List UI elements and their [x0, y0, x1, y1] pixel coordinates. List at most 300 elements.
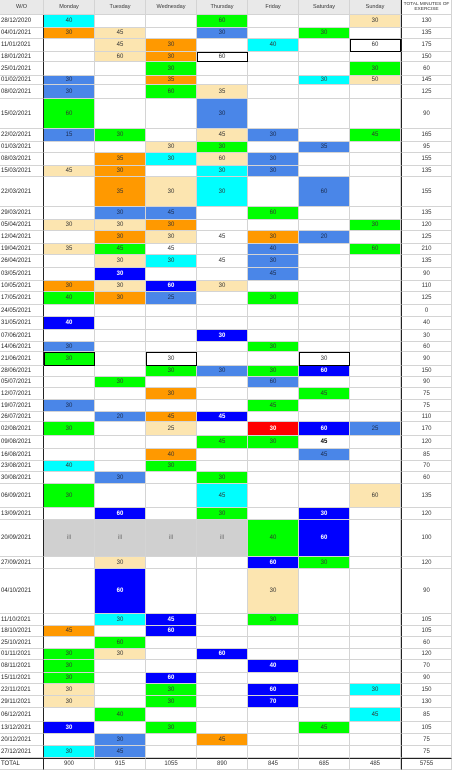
row-date[interactable]: 25/01/2021: [0, 62, 44, 76]
exercise-cell[interactable]: [95, 696, 146, 708]
exercise-cell[interactable]: [146, 508, 197, 520]
exercise-cell[interactable]: [197, 708, 248, 722]
row-date[interactable]: 06/09/2021: [0, 484, 44, 508]
exercise-cell[interactable]: [44, 39, 95, 52]
exercise-cell[interactable]: [95, 660, 146, 673]
exercise-cell[interactable]: 30: [248, 166, 299, 177]
exercise-cell[interactable]: 60: [44, 99, 95, 129]
row-date[interactable]: 09/08/2021: [0, 436, 44, 449]
exercise-cell[interactable]: [350, 366, 401, 377]
exercise-cell[interactable]: 30: [44, 28, 95, 39]
exercise-cell[interactable]: [299, 484, 350, 508]
exercise-cell[interactable]: [350, 461, 401, 472]
exercise-cell[interactable]: [44, 637, 95, 649]
exercise-cell[interactable]: [299, 472, 350, 484]
exercise-cell[interactable]: 60: [350, 39, 401, 52]
exercise-cell[interactable]: [197, 220, 248, 231]
exercise-cell[interactable]: 30: [146, 366, 197, 377]
exercise-cell[interactable]: [248, 305, 299, 317]
row-date[interactable]: 05/04/2021: [0, 220, 44, 231]
row-total[interactable]: 120: [401, 220, 452, 231]
exercise-cell[interactable]: 30: [350, 62, 401, 76]
exercise-cell[interactable]: 30: [248, 231, 299, 244]
row-total[interactable]: 90: [401, 377, 452, 388]
exercise-cell[interactable]: [350, 569, 401, 614]
exercise-cell[interactable]: 30: [146, 62, 197, 76]
row-total[interactable]: 30: [401, 330, 452, 342]
exercise-cell[interactable]: 30: [44, 342, 95, 352]
exercise-cell[interactable]: [197, 637, 248, 649]
exercise-cell[interactable]: [197, 614, 248, 626]
grand-total[interactable]: 5755: [401, 758, 452, 770]
exercise-cell[interactable]: [350, 99, 401, 129]
exercise-cell[interactable]: 30: [197, 28, 248, 39]
row-date[interactable]: 03/05/2021: [0, 268, 44, 281]
exercise-cell[interactable]: 30: [95, 472, 146, 484]
exercise-cell[interactable]: 30: [146, 142, 197, 153]
row-date[interactable]: 22/11/2021: [0, 684, 44, 696]
exercise-cell[interactable]: [197, 352, 248, 366]
exercise-cell[interactable]: 30: [299, 352, 350, 366]
row-total[interactable]: 40: [401, 317, 452, 330]
exercise-cell[interactable]: [146, 99, 197, 129]
row-date[interactable]: 04/01/2021: [0, 28, 44, 39]
exercise-cell[interactable]: 60: [146, 626, 197, 637]
exercise-cell[interactable]: [299, 626, 350, 637]
row-date[interactable]: 20/12/2021: [0, 734, 44, 746]
row-total[interactable]: 170: [401, 422, 452, 436]
exercise-cell[interactable]: [350, 388, 401, 400]
exercise-cell[interactable]: 30: [44, 660, 95, 673]
exercise-cell[interactable]: [350, 449, 401, 461]
exercise-cell[interactable]: 30: [95, 292, 146, 305]
exercise-cell[interactable]: 30: [248, 153, 299, 166]
exercise-cell[interactable]: 60: [197, 52, 248, 62]
row-date[interactable]: 11/10/2021: [0, 614, 44, 626]
exercise-cell[interactable]: 45: [299, 449, 350, 461]
exercise-cell[interactable]: [95, 317, 146, 330]
exercise-cell[interactable]: [299, 15, 350, 28]
exercise-cell[interactable]: [350, 342, 401, 352]
exercise-cell[interactable]: 50: [350, 76, 401, 85]
exercise-cell[interactable]: 45: [248, 400, 299, 412]
exercise-cell[interactable]: 30: [44, 281, 95, 292]
row-date[interactable]: 25/10/2021: [0, 637, 44, 649]
header-day-wednesday[interactable]: Wednesday: [146, 0, 197, 15]
row-total[interactable]: 70: [401, 660, 452, 673]
exercise-cell[interactable]: [299, 85, 350, 99]
exercise-cell[interactable]: [44, 207, 95, 220]
exercise-cell[interactable]: [95, 342, 146, 352]
exercise-cell[interactable]: [95, 15, 146, 28]
exercise-cell[interactable]: [248, 708, 299, 722]
exercise-cell[interactable]: [350, 153, 401, 166]
exercise-cell[interactable]: [95, 85, 146, 99]
row-date[interactable]: 08/11/2021: [0, 660, 44, 673]
row-total[interactable]: 105: [401, 626, 452, 637]
exercise-cell[interactable]: [299, 569, 350, 614]
exercise-cell[interactable]: 30: [197, 142, 248, 153]
exercise-cell[interactable]: [44, 255, 95, 268]
exercise-cell[interactable]: ill: [44, 520, 95, 557]
row-date[interactable]: 15/02/2021: [0, 99, 44, 129]
exercise-cell[interactable]: [248, 484, 299, 508]
row-total[interactable]: 70: [401, 461, 452, 472]
exercise-cell[interactable]: 35: [299, 142, 350, 153]
exercise-cell[interactable]: [95, 305, 146, 317]
row-date[interactable]: 12/04/2021: [0, 231, 44, 244]
exercise-cell[interactable]: [44, 231, 95, 244]
exercise-cell[interactable]: 60: [95, 52, 146, 62]
exercise-cell[interactable]: [95, 330, 146, 342]
exercise-cell[interactable]: [350, 696, 401, 708]
exercise-cell[interactable]: 60: [95, 569, 146, 614]
row-date[interactable]: 01/02/2021: [0, 76, 44, 85]
exercise-cell[interactable]: 30: [95, 255, 146, 268]
exercise-cell[interactable]: [299, 292, 350, 305]
total-friday[interactable]: 845: [248, 758, 299, 770]
exercise-cell[interactable]: [197, 696, 248, 708]
exercise-cell[interactable]: [44, 569, 95, 614]
exercise-cell[interactable]: 25: [146, 422, 197, 436]
row-total[interactable]: 95: [401, 142, 452, 153]
row-total[interactable]: 120: [401, 649, 452, 660]
row-total[interactable]: 0: [401, 305, 452, 317]
exercise-cell[interactable]: [197, 76, 248, 85]
exercise-cell[interactable]: [197, 557, 248, 569]
exercise-cell[interactable]: 30: [44, 484, 95, 508]
exercise-cell[interactable]: 30: [248, 569, 299, 614]
exercise-cell[interactable]: [248, 734, 299, 746]
exercise-cell[interactable]: 30: [299, 508, 350, 520]
exercise-cell[interactable]: 30: [197, 330, 248, 342]
exercise-cell[interactable]: [299, 305, 350, 317]
exercise-cell[interactable]: [197, 268, 248, 281]
exercise-cell[interactable]: 30: [95, 281, 146, 292]
exercise-cell[interactable]: [299, 696, 350, 708]
exercise-cell[interactable]: 40: [44, 317, 95, 330]
exercise-cell[interactable]: 30: [95, 557, 146, 569]
exercise-cell[interactable]: [299, 153, 350, 166]
total-wednesday[interactable]: 1055: [146, 758, 197, 770]
row-total[interactable]: 175: [401, 39, 452, 52]
exercise-cell[interactable]: 45: [95, 244, 146, 255]
exercise-cell[interactable]: 40: [248, 520, 299, 557]
exercise-cell[interactable]: [197, 422, 248, 436]
exercise-cell[interactable]: 40: [248, 244, 299, 255]
exercise-cell[interactable]: [197, 342, 248, 352]
exercise-cell[interactable]: [146, 15, 197, 28]
row-total[interactable]: 85: [401, 708, 452, 722]
row-total[interactable]: 75: [401, 400, 452, 412]
row-total[interactable]: 130: [401, 15, 452, 28]
exercise-cell[interactable]: [95, 62, 146, 76]
row-date[interactable]: 18/10/2021: [0, 626, 44, 637]
exercise-cell[interactable]: [95, 449, 146, 461]
row-date[interactable]: 15/03/2021: [0, 166, 44, 177]
row-total[interactable]: 110: [401, 281, 452, 292]
exercise-cell[interactable]: 30: [248, 292, 299, 305]
exercise-cell[interactable]: [146, 660, 197, 673]
exercise-cell[interactable]: [299, 330, 350, 342]
row-total[interactable]: 90: [401, 569, 452, 614]
exercise-cell[interactable]: [44, 268, 95, 281]
row-total[interactable]: 60: [401, 342, 452, 352]
row-total[interactable]: 90: [401, 352, 452, 366]
row-total[interactable]: 125: [401, 85, 452, 99]
row-date[interactable]: 13/09/2021: [0, 508, 44, 520]
exercise-cell[interactable]: 30: [146, 231, 197, 244]
exercise-cell[interactable]: [44, 153, 95, 166]
exercise-cell[interactable]: [197, 673, 248, 684]
exercise-cell[interactable]: [146, 734, 197, 746]
exercise-cell[interactable]: 45: [197, 231, 248, 244]
exercise-cell[interactable]: [44, 388, 95, 400]
exercise-cell[interactable]: [350, 722, 401, 734]
exercise-cell[interactable]: 30: [248, 436, 299, 449]
exercise-cell[interactable]: [146, 166, 197, 177]
exercise-cell[interactable]: [197, 377, 248, 388]
exercise-cell[interactable]: [146, 484, 197, 508]
row-date[interactable]: 11/01/2021: [0, 39, 44, 52]
exercise-cell[interactable]: [350, 177, 401, 207]
row-date[interactable]: 01/03/2021: [0, 142, 44, 153]
exercise-cell[interactable]: [350, 305, 401, 317]
exercise-cell[interactable]: 45: [95, 28, 146, 39]
row-date[interactable]: 12/07/2021: [0, 388, 44, 400]
exercise-cell[interactable]: [44, 330, 95, 342]
totals-label[interactable]: TOTAL: [0, 758, 44, 770]
exercise-cell[interactable]: [299, 281, 350, 292]
row-date[interactable]: 26/07/2021: [0, 412, 44, 422]
exercise-cell[interactable]: [197, 660, 248, 673]
exercise-cell[interactable]: [197, 207, 248, 220]
exercise-cell[interactable]: 60: [95, 637, 146, 649]
exercise-cell[interactable]: 60: [197, 15, 248, 28]
row-date[interactable]: 08/02/2021: [0, 85, 44, 99]
exercise-cell[interactable]: [44, 305, 95, 317]
exercise-cell[interactable]: [146, 317, 197, 330]
exercise-cell[interactable]: [248, 449, 299, 461]
exercise-cell[interactable]: [350, 352, 401, 366]
exercise-cell[interactable]: 60: [248, 377, 299, 388]
exercise-cell[interactable]: 60: [248, 207, 299, 220]
exercise-cell[interactable]: 30: [95, 268, 146, 281]
exercise-cell[interactable]: 25: [350, 422, 401, 436]
exercise-cell[interactable]: [350, 400, 401, 412]
exercise-cell[interactable]: [44, 734, 95, 746]
exercise-cell[interactable]: 30: [248, 255, 299, 268]
row-total[interactable]: 155: [401, 177, 452, 207]
exercise-cell[interactable]: [299, 99, 350, 129]
exercise-cell[interactable]: 35: [44, 244, 95, 255]
exercise-cell[interactable]: 35: [146, 76, 197, 85]
exercise-cell[interactable]: [197, 305, 248, 317]
row-date[interactable]: 24/05/2021: [0, 305, 44, 317]
row-date[interactable]: 08/03/2021: [0, 153, 44, 166]
exercise-cell[interactable]: 60: [248, 684, 299, 696]
exercise-cell[interactable]: [350, 292, 401, 305]
exercise-cell[interactable]: 30: [197, 99, 248, 129]
exercise-cell[interactable]: 20: [299, 231, 350, 244]
exercise-cell[interactable]: [248, 412, 299, 422]
exercise-cell[interactable]: [350, 436, 401, 449]
exercise-cell[interactable]: 30: [146, 39, 197, 52]
row-date[interactable]: 27/12/2021: [0, 746, 44, 758]
exercise-cell[interactable]: [248, 388, 299, 400]
row-total[interactable]: 90: [401, 268, 452, 281]
exercise-cell[interactable]: [146, 342, 197, 352]
exercise-cell[interactable]: [350, 52, 401, 62]
row-total[interactable]: 145: [401, 76, 452, 85]
exercise-cell[interactable]: [299, 129, 350, 142]
exercise-cell[interactable]: ill: [197, 520, 248, 557]
exercise-cell[interactable]: 30: [95, 649, 146, 660]
row-total[interactable]: 150: [401, 684, 452, 696]
exercise-cell[interactable]: 45: [299, 388, 350, 400]
exercise-cell[interactable]: [248, 746, 299, 758]
header-day-saturday[interactable]: Saturday: [299, 0, 350, 15]
exercise-cell[interactable]: [44, 177, 95, 207]
exercise-cell[interactable]: [248, 461, 299, 472]
exercise-cell[interactable]: 60: [350, 484, 401, 508]
exercise-cell[interactable]: 20: [95, 412, 146, 422]
exercise-cell[interactable]: 30: [146, 255, 197, 268]
exercise-cell[interactable]: 40: [44, 461, 95, 472]
exercise-cell[interactable]: 30: [146, 220, 197, 231]
exercise-cell[interactable]: [350, 412, 401, 422]
row-total[interactable]: 60: [401, 637, 452, 649]
exercise-cell[interactable]: [146, 746, 197, 758]
exercise-cell[interactable]: [95, 76, 146, 85]
exercise-cell[interactable]: 30: [44, 352, 95, 366]
exercise-cell[interactable]: [299, 39, 350, 52]
exercise-cell[interactable]: [95, 142, 146, 153]
exercise-cell[interactable]: 30: [146, 52, 197, 62]
row-total[interactable]: 105: [401, 722, 452, 734]
exercise-cell[interactable]: [44, 557, 95, 569]
row-date[interactable]: 19/04/2021: [0, 244, 44, 255]
exercise-cell[interactable]: [146, 637, 197, 649]
row-total[interactable]: 135: [401, 255, 452, 268]
exercise-cell[interactable]: [95, 352, 146, 366]
exercise-cell[interactable]: [299, 244, 350, 255]
row-date[interactable]: 19/07/2021: [0, 400, 44, 412]
exercise-cell[interactable]: [197, 400, 248, 412]
exercise-cell[interactable]: [299, 342, 350, 352]
exercise-cell[interactable]: [44, 472, 95, 484]
row-date[interactable]: 15/11/2021: [0, 673, 44, 684]
exercise-cell[interactable]: 30: [197, 281, 248, 292]
exercise-cell[interactable]: [146, 569, 197, 614]
exercise-cell[interactable]: [350, 281, 401, 292]
exercise-cell[interactable]: [350, 626, 401, 637]
exercise-cell[interactable]: 35: [95, 153, 146, 166]
exercise-cell[interactable]: 30: [248, 422, 299, 436]
row-date[interactable]: 13/12/2021: [0, 722, 44, 734]
exercise-cell[interactable]: 60: [95, 508, 146, 520]
row-date[interactable]: 04/10/2021: [0, 569, 44, 614]
row-date[interactable]: 23/08/2021: [0, 461, 44, 472]
exercise-cell[interactable]: [350, 614, 401, 626]
exercise-cell[interactable]: [299, 62, 350, 76]
exercise-cell[interactable]: 30: [146, 153, 197, 166]
row-date[interactable]: 27/09/2021: [0, 557, 44, 569]
row-date[interactable]: 22/02/2021: [0, 129, 44, 142]
row-total[interactable]: 90: [401, 673, 452, 684]
row-date[interactable]: 29/11/2021: [0, 696, 44, 708]
row-total[interactable]: 120: [401, 508, 452, 520]
exercise-cell[interactable]: 60: [299, 177, 350, 207]
row-date[interactable]: 20/09/2021: [0, 520, 44, 557]
exercise-cell[interactable]: [248, 317, 299, 330]
exercise-cell[interactable]: 60: [299, 366, 350, 377]
exercise-cell[interactable]: 60: [197, 153, 248, 166]
exercise-cell[interactable]: 30: [146, 388, 197, 400]
exercise-cell[interactable]: [146, 129, 197, 142]
exercise-cell[interactable]: 60: [197, 649, 248, 660]
row-total[interactable]: 75: [401, 734, 452, 746]
exercise-cell[interactable]: [197, 626, 248, 637]
exercise-cell[interactable]: [197, 62, 248, 76]
exercise-cell[interactable]: [146, 377, 197, 388]
exercise-cell[interactable]: 30: [44, 220, 95, 231]
row-date[interactable]: 10/05/2021: [0, 281, 44, 292]
exercise-cell[interactable]: [299, 673, 350, 684]
exercise-cell[interactable]: 30: [350, 15, 401, 28]
exercise-cell[interactable]: 45: [197, 412, 248, 422]
exercise-cell[interactable]: [299, 166, 350, 177]
exercise-cell[interactable]: ill: [146, 520, 197, 557]
exercise-cell[interactable]: [248, 352, 299, 366]
total-tuesday[interactable]: 915: [95, 758, 146, 770]
exercise-cell[interactable]: 45: [44, 626, 95, 637]
exercise-cell[interactable]: 30: [248, 614, 299, 626]
exercise-cell[interactable]: 30: [197, 508, 248, 520]
exercise-cell[interactable]: [248, 472, 299, 484]
exercise-cell[interactable]: 60: [299, 520, 350, 557]
exercise-cell[interactable]: [44, 52, 95, 62]
exercise-cell[interactable]: [350, 330, 401, 342]
exercise-cell[interactable]: [248, 177, 299, 207]
exercise-cell[interactable]: [248, 508, 299, 520]
exercise-cell[interactable]: [350, 520, 401, 557]
exercise-cell[interactable]: 30: [44, 696, 95, 708]
row-total[interactable]: 100: [401, 520, 452, 557]
exercise-cell[interactable]: [197, 39, 248, 52]
exercise-cell[interactable]: 30: [299, 557, 350, 569]
exercise-cell[interactable]: 30: [197, 166, 248, 177]
row-total[interactable]: 150: [401, 52, 452, 62]
exercise-cell[interactable]: [350, 207, 401, 220]
exercise-cell[interactable]: [197, 449, 248, 461]
exercise-cell[interactable]: 30: [146, 722, 197, 734]
exercise-cell[interactable]: [299, 400, 350, 412]
header-wo[interactable]: W/O: [0, 0, 44, 15]
row-date[interactable]: 28/06/2021: [0, 366, 44, 377]
exercise-cell[interactable]: [299, 734, 350, 746]
row-date[interactable]: 01/11/2021: [0, 649, 44, 660]
exercise-cell[interactable]: 35: [95, 177, 146, 207]
exercise-cell[interactable]: 30: [95, 220, 146, 231]
exercise-cell[interactable]: [248, 673, 299, 684]
row-total[interactable]: 135: [401, 166, 452, 177]
exercise-cell[interactable]: [197, 746, 248, 758]
row-total[interactable]: 165: [401, 129, 452, 142]
row-total[interactable]: 90: [401, 99, 452, 129]
exercise-cell[interactable]: 30: [146, 696, 197, 708]
exercise-cell[interactable]: [44, 436, 95, 449]
